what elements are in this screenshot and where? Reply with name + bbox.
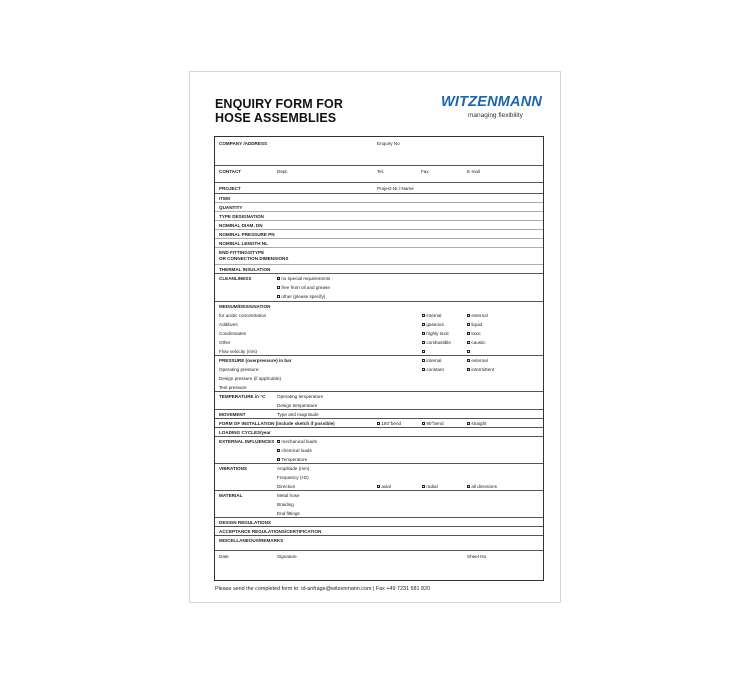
option-label: radial xyxy=(426,484,438,489)
checkbox[interactable] xyxy=(422,350,425,353)
option-label: liquid xyxy=(471,322,483,327)
option-label: toxic xyxy=(471,331,481,336)
acceptance-label: ACCEPTANCE REGULATIONS/CERTIFICATION xyxy=(219,529,322,534)
vibrations-label: VIBRATIONS xyxy=(219,466,247,471)
medium-label: MEDIUM/DESIGNATION xyxy=(219,304,271,309)
row-divider xyxy=(215,229,543,230)
type-label: TYPE DESIGNATION xyxy=(219,214,264,219)
amplitude-label: Amplitude (mm) xyxy=(277,466,310,471)
email-label: E-mail xyxy=(467,169,481,174)
bend-90-option xyxy=(422,421,444,426)
internal-option xyxy=(422,313,441,318)
enquiry-form-table xyxy=(214,136,544,581)
fax-label: Fax xyxy=(421,169,429,174)
movement-label: MOVEMENT xyxy=(219,412,246,417)
option-label: highly toxic xyxy=(426,331,450,336)
option-label: external xyxy=(471,358,488,363)
connection-dims-label: OR CONNECTION DIMENSIONS xyxy=(219,256,289,261)
sheet-no-label: Sheet No. xyxy=(467,554,488,559)
operating-temp-label: Operating temperature xyxy=(277,394,324,399)
installation-label: FORM OF INSTALLATION (include sketch if possible) xyxy=(219,421,335,426)
highly-toxic-option xyxy=(422,331,449,336)
option-label: caustic xyxy=(471,340,486,345)
witzenmann-logo: WITZENMANN xyxy=(441,94,543,110)
option-label: intermittent xyxy=(471,367,495,372)
row-divider xyxy=(215,182,543,183)
pressure-external-option xyxy=(467,358,488,363)
flow-velocity-label: Flow velocity (m/s) xyxy=(219,349,258,354)
checkbox[interactable] xyxy=(467,350,470,353)
bend-180-option xyxy=(377,421,401,426)
blank-option xyxy=(467,349,471,354)
option-label: external xyxy=(471,313,488,318)
row-divider xyxy=(215,418,543,419)
intermittent-option xyxy=(467,367,494,372)
external-influences-label: EXTERNAL INFLUENCES xyxy=(219,439,275,444)
row-divider xyxy=(215,165,543,166)
checkbox[interactable] xyxy=(467,323,470,326)
option-label: Temperature xyxy=(281,457,308,462)
design-regulations-label: DESIGN REGULATIONS xyxy=(219,520,271,525)
test-pressure-label: Test pressure xyxy=(219,385,247,390)
cleanliness-option xyxy=(277,294,325,299)
option-label: 180°bend xyxy=(381,421,402,426)
gaseous-option xyxy=(422,322,444,327)
row-divider xyxy=(215,550,543,551)
temperature-label: TEMPERATURE in °C xyxy=(219,394,266,399)
operating-pressure-label: Operating pressure: xyxy=(219,367,260,372)
checkbox[interactable] xyxy=(422,422,425,425)
form-page xyxy=(189,71,561,603)
checkbox[interactable] xyxy=(422,314,425,317)
other-label: Other xyxy=(219,340,231,345)
option-label: mechanical loads xyxy=(281,439,317,444)
diam-label: NOMINAL DIAM. DN xyxy=(219,223,263,228)
row-divider xyxy=(215,526,543,527)
company-label: COMPANY /ADDRESS xyxy=(219,141,268,146)
date-label: Date xyxy=(219,554,229,559)
cleanliness-option xyxy=(277,276,330,281)
option-label: internal xyxy=(426,313,442,318)
cleanliness-label: CLEANLINESS xyxy=(219,276,252,281)
checkbox[interactable] xyxy=(277,295,280,298)
design-pressure-label: Design pressure (if applicable) xyxy=(219,376,282,381)
checkbox[interactable] xyxy=(422,341,425,344)
checkbox[interactable] xyxy=(467,368,470,371)
row-divider xyxy=(215,193,543,194)
all-directions-option xyxy=(467,484,497,489)
constant-option xyxy=(422,367,444,372)
checkbox[interactable] xyxy=(422,485,425,488)
toxic-option xyxy=(467,331,481,336)
movement-type-label: Type and magnitude xyxy=(277,412,319,417)
row-divider xyxy=(215,211,543,212)
row-divider xyxy=(215,301,543,302)
radial-option xyxy=(422,484,438,489)
design-temp-label: Design temperature xyxy=(277,403,318,408)
item-label: ITEM xyxy=(219,196,230,201)
pressure-pn-label: NOMINAL PRESSURE PN xyxy=(219,232,275,237)
row-divider xyxy=(215,490,543,491)
checkbox[interactable] xyxy=(467,314,470,317)
row-divider xyxy=(215,436,543,437)
enquiry-no-label: Enquiry No xyxy=(377,141,400,146)
option-label: gaseous xyxy=(426,322,444,327)
checkbox[interactable] xyxy=(467,341,470,344)
length-label: NOMINAL LENGTH NL xyxy=(219,241,268,246)
mechanical-loads-option xyxy=(277,439,317,444)
thermal-label: THERMAL INSULATION xyxy=(219,267,271,272)
logo-tagline: managing flexibility xyxy=(468,112,523,119)
end-fittings-material-label: End fittings xyxy=(277,511,300,516)
misc-label: MISCELLANEOUS/REMARKS xyxy=(219,538,284,543)
row-divider xyxy=(215,517,543,518)
title-line-1: ENQUIRY FORM FOR xyxy=(215,97,343,111)
row-divider xyxy=(215,355,543,356)
end-fittings-label: END FITTINGS/TYPE xyxy=(219,250,265,255)
row-divider xyxy=(215,264,543,265)
option-label: free from oil and grease xyxy=(281,285,330,290)
checkbox[interactable] xyxy=(277,458,280,461)
tel-label: Tel. xyxy=(377,169,385,174)
straight-option xyxy=(467,421,486,426)
blank-option xyxy=(422,349,426,354)
checkbox[interactable] xyxy=(422,368,425,371)
option-label: chemical loads xyxy=(281,448,312,453)
row-divider xyxy=(215,202,543,203)
project-nr-label: Project-Nr./-Name xyxy=(377,186,414,191)
project-label: PROJECT xyxy=(219,186,241,191)
checkbox[interactable] xyxy=(377,422,380,425)
checkbox[interactable] xyxy=(467,332,470,335)
braiding-label: Braiding xyxy=(277,502,294,507)
row-divider xyxy=(215,427,543,428)
quantity-label: QUANTITY xyxy=(219,205,243,210)
checkbox[interactable] xyxy=(277,286,280,289)
row-divider xyxy=(215,391,543,392)
title-line-2: HOSE ASSEMBLIES xyxy=(215,111,337,125)
temperature-option xyxy=(277,457,307,462)
checkbox[interactable] xyxy=(422,323,425,326)
footer-instructions: Please send the completed form to: id-anfrage@witzenmann.com | Fax +49 7231 581 820 xyxy=(215,586,430,592)
contact-label: CONTACT xyxy=(219,169,242,174)
option-label: combustible xyxy=(426,340,451,345)
loading-cycles-label: LOADING CYCLES/year xyxy=(219,430,271,435)
option-label: straight xyxy=(471,421,487,426)
pressure-internal-option xyxy=(422,358,441,363)
option-label: other (please specify) xyxy=(281,294,326,299)
page-title xyxy=(215,97,343,125)
combustible-option xyxy=(422,340,451,345)
pressure-label: PRESSURE (overpressure) in bar xyxy=(219,358,292,363)
checkbox[interactable] xyxy=(277,449,280,452)
row-divider xyxy=(215,273,543,274)
checkbox[interactable] xyxy=(467,422,470,425)
row-divider xyxy=(215,238,543,239)
checkbox[interactable] xyxy=(467,359,470,362)
liquid-option xyxy=(467,322,482,327)
option-label: 90°bend xyxy=(426,421,444,426)
dept-label: Dept. xyxy=(277,169,288,174)
checkbox[interactable] xyxy=(377,485,380,488)
direction-label: Direction xyxy=(277,484,296,489)
signature-label: Signature xyxy=(277,554,297,559)
caustic-option xyxy=(467,340,486,345)
row-divider xyxy=(215,247,543,248)
checkbox[interactable] xyxy=(277,277,280,280)
checkbox[interactable] xyxy=(467,485,470,488)
material-label: MATERIAL xyxy=(219,493,243,498)
checkbox[interactable] xyxy=(422,332,425,335)
additives-label: Additives xyxy=(219,322,238,327)
option-label: constant xyxy=(426,367,444,372)
checkbox[interactable] xyxy=(422,359,425,362)
row-divider xyxy=(215,463,543,464)
option-label: all directions xyxy=(471,484,497,489)
option-label: no special requirements xyxy=(281,276,331,281)
axial-option xyxy=(377,484,391,489)
external-option xyxy=(467,313,488,318)
chemical-loads-option xyxy=(277,448,312,453)
cleanliness-option xyxy=(277,285,330,290)
option-label: axial xyxy=(381,484,391,489)
row-divider xyxy=(215,409,543,410)
row-divider xyxy=(215,535,543,536)
metal-hose-label: Metal hose xyxy=(277,493,300,498)
row-divider xyxy=(215,220,543,221)
condensates-label: Condensates xyxy=(219,331,247,336)
checkbox[interactable] xyxy=(277,440,280,443)
frequency-label: Frequency (Hz) xyxy=(277,475,309,480)
acidic-label: for acidic concentration xyxy=(219,313,267,318)
option-label: internal xyxy=(426,358,442,363)
